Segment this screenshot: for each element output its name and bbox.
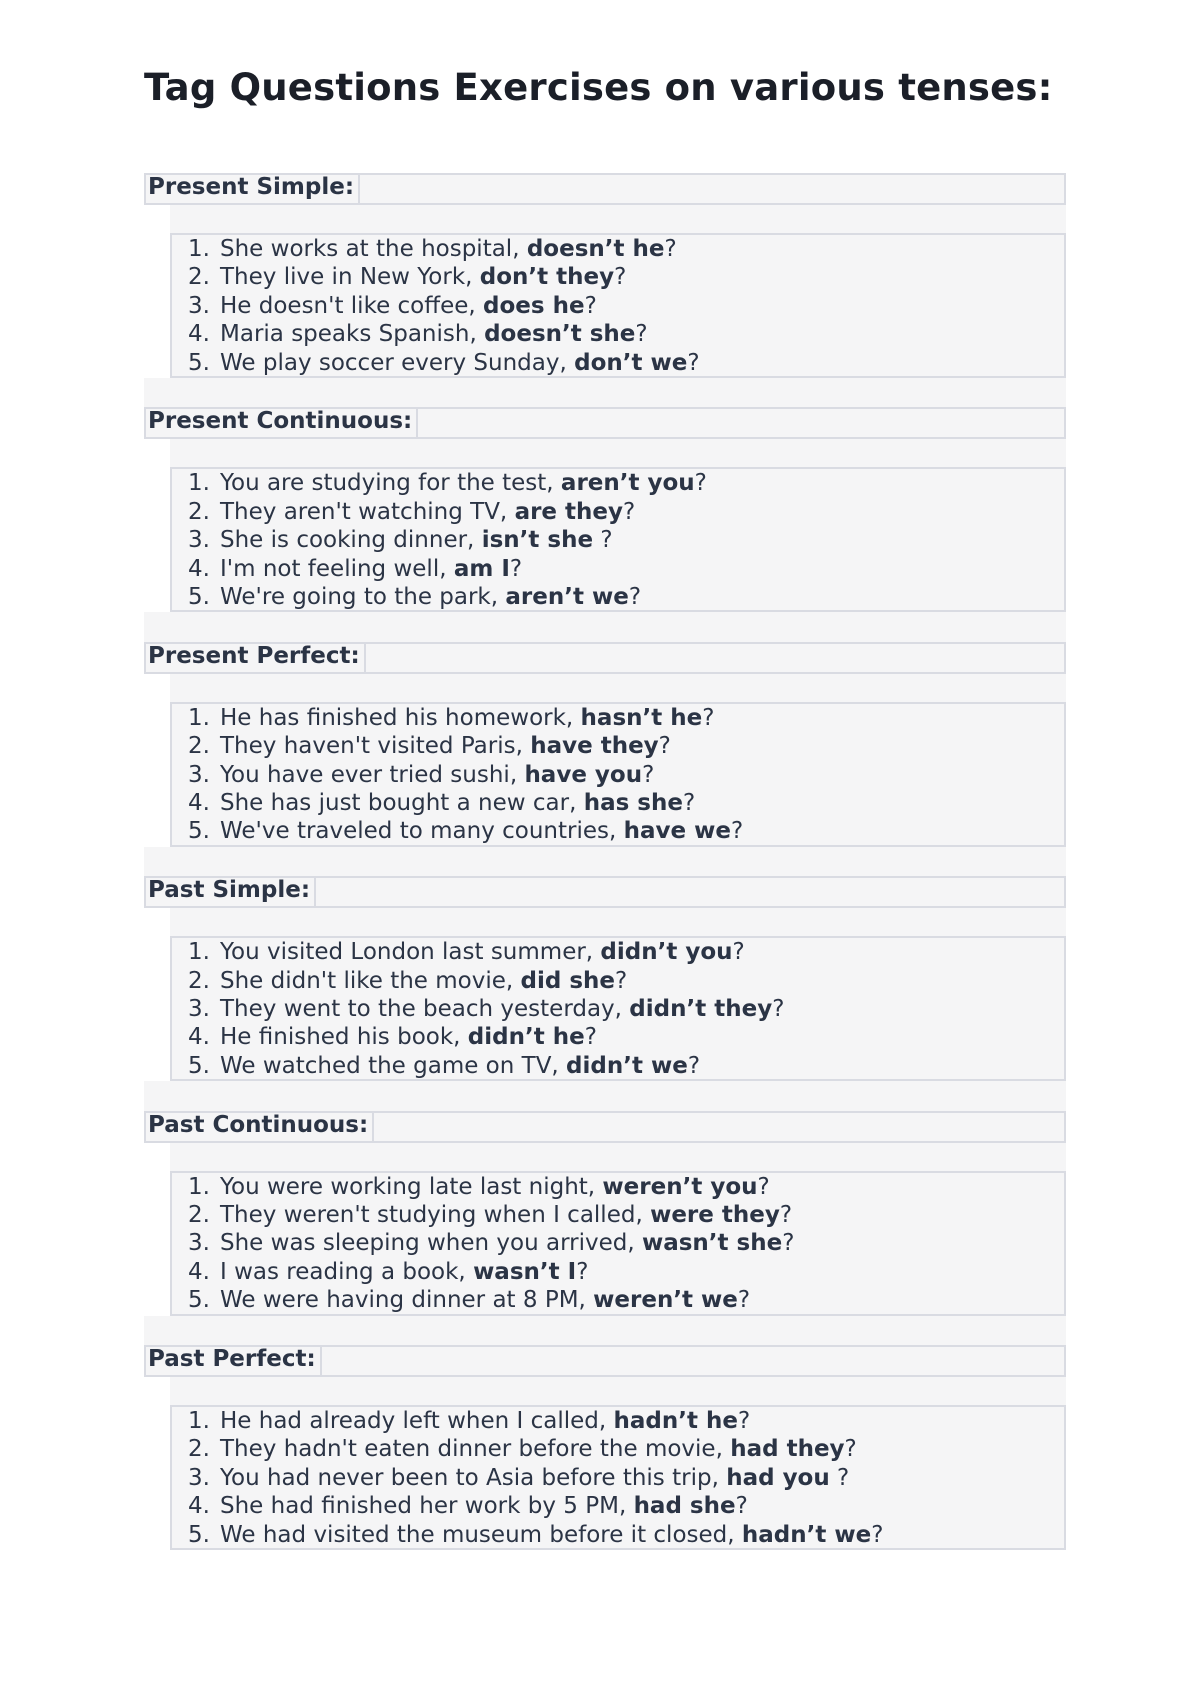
item-sentence [220,469,707,497]
sentence-stem: He had already left when I called, [220,1408,614,1434]
exercise-list [170,1405,1066,1550]
tag-answer: have they [530,733,659,760]
sentence-stem: We play soccer every Sunday, [220,349,575,376]
item-number: 3. [188,292,210,319]
tag-answer: don’t we [574,349,688,376]
question-mark: ? [737,1408,751,1434]
question-mark: ? [584,1024,597,1051]
sentence-stem: They went to the beach yesterday, [220,995,630,1022]
sentence-stem: He doesn't like coffee, [220,292,484,319]
item-sentence [220,498,635,526]
question-mark: ? [735,1493,748,1520]
section-gap [170,205,1066,233]
section-separator [144,847,1066,877]
item-number: 2. [188,1201,210,1228]
question-mark: ? [687,1052,701,1079]
item-sentence [220,1492,748,1520]
tag-answer: doesn’t he [526,236,665,262]
item-sentence [220,817,743,845]
item-number: 4. [188,789,210,816]
section-heading: Present Simple: [144,173,360,205]
item-sentence [220,704,714,732]
item-sentence [220,583,641,611]
question-mark: ? [628,583,642,610]
sentence-stem: You have ever tried sushi, [220,761,525,788]
sentence-stem: I was reading a book, [220,1258,474,1285]
item-sentence [220,1286,750,1314]
item-number: 3. [188,761,210,788]
item-sentence [220,263,626,291]
section-heading: Past Perfect: [144,1345,322,1377]
page-title: Tag Questions Exercises on various tenses: [144,66,1053,109]
sentence-stem: Maria speaks Spanish, [220,321,485,348]
item-number: 1. [188,704,210,731]
item-sentence [220,789,695,817]
item-number: 2. [188,498,210,525]
item-number: 4. [188,1493,210,1520]
sentence-stem: She didn't like the movie, [220,967,521,994]
item-sentence [220,320,648,348]
section-gap [170,1143,1066,1171]
item-number: 5. [188,1052,210,1079]
sentence-stem: They hadn't eaten dinner before the movie, [220,1436,731,1463]
sentence-stem: They haven't visited Paris, [220,733,531,760]
sentence-stem: He has finished his homework, [220,704,581,731]
tag-answer: weren’t you [602,1173,758,1200]
tag-answer: am I [453,555,510,582]
tag-answer: have we [623,818,731,845]
item-sentence [220,349,700,377]
tag-answer: weren’t we [593,1287,738,1314]
item-sentence [220,1464,849,1492]
sentence-stem: They live in New York, [220,264,480,291]
sentence-stem: She had finished her work by 5 PM, [220,1493,634,1520]
section-gap [170,439,1066,467]
sentence-stem: You visited London last summer, [220,939,601,966]
question-mark: ? [509,555,523,582]
item-sentence [220,292,597,320]
item-sentence [220,1052,700,1080]
sentence-stem: You were working late last night, [220,1173,603,1200]
tag-answer: had you [726,1464,830,1491]
tag-answer: aren’t you [560,470,695,497]
section-gap [170,1377,1066,1405]
sentence-stem: You are studying for the test, [220,470,561,497]
item-number: 5. [188,583,210,610]
question-mark: ? [730,818,744,845]
tag-answer: hasn’t he [580,704,703,731]
question-mark: ? [614,264,627,291]
tag-answer: had she [633,1493,736,1520]
section-separator [144,612,1066,642]
section-gap [170,908,1066,936]
item-number: 4. [188,1024,210,1051]
tag-answer: have you [524,761,643,788]
item-number: 3. [188,1230,210,1257]
tag-answer: hadn’t we [741,1521,872,1548]
item-sentence [220,526,613,554]
sentence-stem: She works at the hospital, [220,236,527,262]
item-number: 1. [188,1173,210,1200]
tag-answer: didn’t we [566,1052,688,1079]
question-mark: ? [772,995,785,1022]
item-sentence [220,1521,883,1549]
tag-answer: isn’t she [481,527,594,554]
item-number: 4. [188,555,210,582]
sentence-stem: They aren't watching TV, [220,498,515,525]
question-mark: ? [664,236,677,262]
tag-answer: are they [514,498,623,525]
question-mark: ? [871,1521,884,1548]
item-sentence [220,995,784,1023]
question-mark: ? [829,1464,850,1491]
question-mark: ? [687,349,700,376]
sentence-stem: We're going to the park, [220,583,506,610]
item-number: 1. [188,1408,210,1434]
question-mark: ? [623,498,636,525]
tag-answer: did she [520,967,615,994]
sentence-stem: We had visited the museum before it closed, [220,1521,742,1548]
question-mark: ? [844,1436,857,1463]
item-number: 2. [188,264,210,291]
question-mark: ? [757,1173,770,1200]
section-separator [144,1316,1066,1346]
item-sentence [220,761,654,789]
question-mark: ? [737,1287,751,1314]
item-sentence [220,1407,750,1435]
section-separator [144,378,1066,408]
item-number: 5. [188,349,210,376]
tag-answer: does he [483,292,585,319]
question-mark: ? [593,527,613,554]
tag-answer: had they [730,1436,845,1463]
item-sentence [220,732,671,760]
tag-answer: aren’t we [505,583,629,610]
question-mark: ? [615,967,628,994]
sentence-stem: She has just bought a new car, [220,789,584,816]
item-number: 4. [188,1258,210,1285]
question-mark: ? [658,733,671,760]
item-sentence [220,1229,794,1257]
question-mark: ? [635,321,648,348]
sentence-stem: They weren't studying when I called, [220,1201,651,1228]
sentence-stem: He finished his book, [220,1024,468,1051]
item-number: 3. [188,1464,210,1491]
section-heading: Present Continuous: [144,407,418,439]
tag-answer: hadn’t he [613,1408,738,1434]
item-sentence [220,1201,792,1229]
item-sentence [220,1023,597,1051]
tag-answer: has she [583,789,683,816]
item-number: 1. [188,939,210,966]
tag-answer: didn’t they [629,995,773,1022]
question-mark: ? [576,1258,589,1285]
tag-answer: were they [650,1201,780,1228]
item-number: 1. [188,470,210,497]
question-mark: ? [584,292,597,319]
item-number: 2. [188,967,210,994]
section-gap [170,674,1066,702]
question-mark: ? [682,789,696,816]
item-number: 2. [188,1436,210,1463]
item-number: 5. [188,1521,210,1548]
tag-answer: wasn’t I [473,1258,577,1285]
question-mark: ? [782,1230,795,1257]
item-sentence [220,1435,857,1463]
sentence-stem: She was sleeping when you arrived, [220,1230,642,1257]
sentence-stem: You had never been to Asia before this trip, [220,1464,727,1491]
item-number: 5. [188,818,210,845]
sentence-stem: We've traveled to many countries, [220,818,624,845]
item-number: 5. [188,1287,210,1314]
tag-answer: wasn’t she [641,1230,783,1257]
sentence-stem: We watched the game on TV, [220,1052,567,1079]
item-sentence [220,555,522,583]
section-heading: Present Perfect: [144,642,366,674]
tag-answer: didn’t you [600,939,733,966]
question-mark: ? [642,761,655,788]
item-sentence [220,967,627,995]
tense-section [144,1345,1066,1550]
exercise-list [170,702,1066,847]
item-number: 1. [188,236,210,262]
item-number: 3. [188,995,210,1022]
item-number: 2. [188,733,210,760]
question-mark: ? [694,470,707,497]
section-separator [144,1081,1066,1111]
section-heading: Past Simple: [144,876,316,908]
question-mark: ? [732,939,745,966]
question-mark: ? [702,704,715,731]
item-number: 4. [188,321,210,348]
item-sentence [220,235,677,263]
exercise-list [170,936,1066,1081]
item-number: 3. [188,527,210,554]
question-mark: ? [779,1201,793,1228]
sentence-stem: I'm not feeling well, [220,555,454,582]
exercise-list [170,467,1066,612]
tag-answer: don’t they [479,264,615,291]
tag-answer: doesn’t she [484,321,636,348]
section-heading: Past Continuous: [144,1111,374,1143]
item-sentence [220,1173,770,1201]
exercise-list [170,1171,1066,1316]
item-sentence [220,1258,588,1286]
item-sentence [220,938,745,966]
sentence-stem: We were having dinner at 8 PM, [220,1287,594,1314]
exercise-list [170,233,1066,378]
tag-answer: didn’t he [467,1024,585,1051]
sentence-stem: She is cooking dinner, [220,527,482,554]
